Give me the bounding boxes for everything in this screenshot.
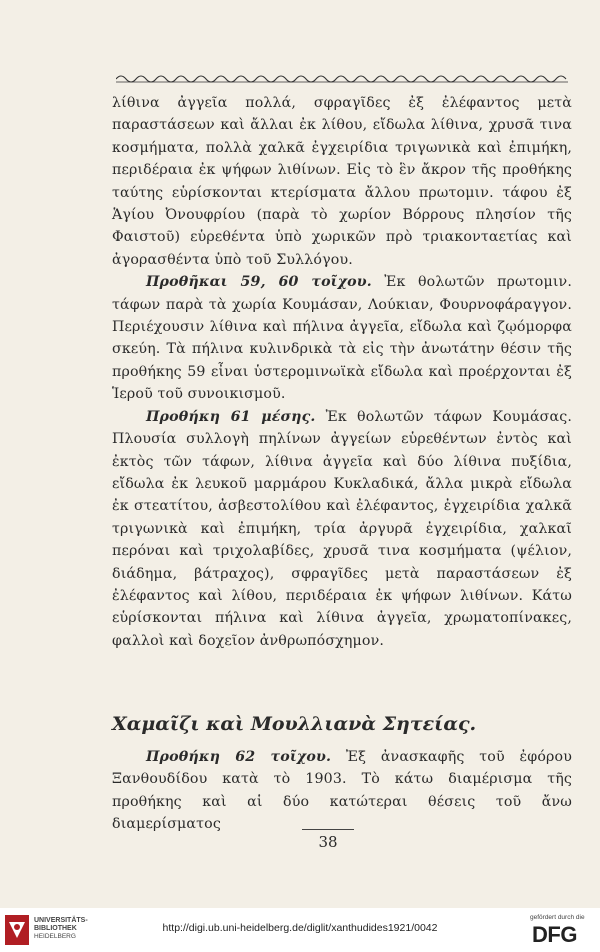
- library-name: UNIVERSITÄTS- BIBLIOTHEK HEIDELBERG: [34, 917, 88, 940]
- main-body-text: [112, 92, 572, 652]
- footnote-rule: [302, 829, 354, 830]
- case-description: Ἐκ θολωτῶν τάφων Κουμάσας. Πλουσία συλλογὴ πηλίνων ἀγγείων εὑρεθέντων ἐντὸς καὶ ἐκτὸς τῶν τάφων, λίθινα ἀγγεῖα καὶ δύο λίθινα πυξίδια, εἴδωλα ἐκ λευκοῦ μαρμάρου Κυκλαδικά, ἄλλα μικρὰ εἴδωλα ἐκ στεατίτου, ἀσβεστολίθου καὶ ἐλέφαντος, ἐγχειρίδια χαλκᾶ τριγωνικὰ καὶ ἐπιμήκη, τρία ἀργυρᾶ ἐγχειρίδια, χαλκαῖ περόναι καὶ τριχολαβίδες, χρυσᾶ τινα κοσμήματα (ψέλιον, διάδημα, βάτραχος), σφραγῖδες μετὰ παραστάσεων ἐξ ἐλέφαντος καὶ λίθου, περιδέραια ἐκ ψήφων λιθίνων. Κάτω εὑρίσκονται πήλινα καὶ λίθινα ἀγγεῖα, χρωματοπίνακες, φαλλοὶ καὶ δοχεῖον ἀνθρωπόσχημον.: [112, 408, 572, 649]
- paragraph-case-62: [112, 746, 572, 836]
- section-body-text: [112, 746, 572, 836]
- funding-caption: gefördert durch die: [530, 914, 585, 921]
- decorative-wave-border: [116, 70, 568, 84]
- case-description: Ἐκ θολωτῶν πρωτομιν. τάφων παρὰ τὰ χωρία Κουμάσαν, Λούκιαν, Φουρνοφάραγγον. Περιέχουσιν λίθινα καὶ πήλινα ἀγγεῖα, εἴδωλα καὶ ζῳόμορφα σκεύη. Τὰ πήλινα κυλινδρικὰ τὰ εἰς τὴν ἀνωτάτην θέσιν τῆς προθήκης 59 εἶναι ὑστερομινωϊκὰ εἴδωλα καὶ προέρχονται ἐξ Ἱεροῦ τοῦ συνοικισμοῦ.: [112, 274, 572, 403]
- university-seal-icon: [4, 914, 30, 946]
- section-title: Χαμαῖζι καὶ Μουλλιανὰ Σητείας.: [112, 713, 477, 735]
- case-description: Ἐξ ἀνασκαφῆς τοῦ ἐφόρου Ξανθουδίδου κατὰ τὸ 1903. Τὸ κάτω διαμέρισμα τῆς προθήκης καὶ αἱ δύο κατώτεραι θέσεις τοῦ ἄνω διαμερίσματος: [112, 749, 572, 833]
- paragraph-case-61: [112, 406, 572, 652]
- paragraph-case-59-60: [112, 271, 572, 405]
- case-heading: Προθῆκαι 59, 60 τοῖχου.: [146, 274, 372, 291]
- case-heading: Προθήκη 61 μέσης.: [146, 408, 316, 425]
- case-heading: Προθήκη 62 τοῖχου.: [146, 749, 332, 765]
- viewer-footer: [0, 908, 600, 952]
- dfg-logo: DFG: [532, 922, 577, 947]
- page-number: 38: [318, 833, 338, 851]
- source-url-link[interactable]: http://digi.ub.uni-heidelberg.de/diglit/xanthudides1921/0042: [162, 922, 438, 934]
- paragraph-continued: λίθινα ἀγγεῖα πολλά, σφραγῖδες ἐξ ἐλέφαντος μετὰ παραστάσεων καὶ ἄλλαι ἐκ λίθου, εἴδωλα λίθινα, χρυσᾶ τινα κοσμήματα, πολλὰ χαλκᾶ ἐγχειρίδια τριγωνικὰ καὶ ἐπιμήκη, περιδέραια ἐκ ψήφων λιθίνων. Εἰς τὸ ἓν ἄκρον τῆς προθήκης ταύτης εὑρίσκονται κτερίσματα ἄλλου πρωτομιν. τάφου ἐξ Ἁγίου Ὀνουφρίου (παρὰ τὸ χωρίον Βόρρους πλησίον τῆς Φαιστοῦ) εὑρεθέντα ὑπὸ χωρικῶν πρὸ τριακονταετίας καὶ ἀγορασθέντα ὑπὸ τοῦ Συλλόγου.: [112, 95, 572, 268]
